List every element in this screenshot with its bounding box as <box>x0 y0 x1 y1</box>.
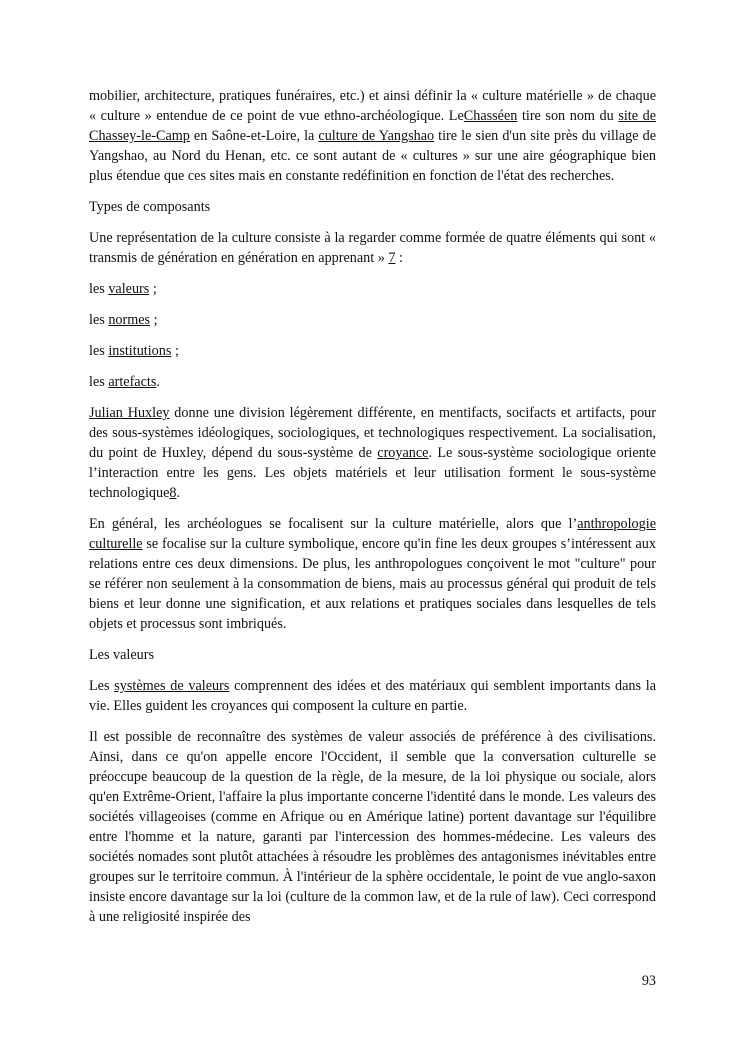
paragraph-culture-materielle: mobilier, architecture, pratiques funéraires, etc.) et ainsi définir la « culture matérielle » de chaque « culture » entendue de ce point de vue ethno-archéologique. LeChasséen tire son nom du site de Chassey-le-Camp en Saône-et-Loire, la culture de Yangshao tire le sien d'un site près du village de Yangshao, au Nord du Henan, etc. ce sont autant de « cultures » sur une aire géographique bien plus étendue que ces sites mais en constante redéfinition en fonction de l'état des recherches. <box>89 88 657 184</box>
list-item-normes: les normes ; <box>89 312 158 328</box>
document-body <box>89 86 656 938</box>
link-institutions[interactable]: institutions <box>108 343 172 359</box>
paragraph-representation: Une représentation de la culture consiste à la regarder comme formée de quatre éléments qui sont « transmis de génération en génération en apprenant » 7 : <box>89 230 656 266</box>
list-item-institutions: les institutions ; <box>89 343 179 359</box>
link-normes[interactable]: normes <box>108 312 151 328</box>
paragraph-huxley: Julian Huxley donne une division légèrement différente, en mentifacts, socifacts et artifacts, pour des sous-systèmes idéologiques, sociologiques, et technologiques respectivement. La socialisation, du point de Huxley, dépend du sous-système de croyance. Le sous-système sociologique oriente l’interaction entre les gens. Les objets matériels et leur utilisation forment le sous-système technologique8. <box>89 405 657 501</box>
heading-types-de-composants: Types de composants <box>89 199 211 215</box>
page-number: 93 <box>641 973 656 989</box>
link-valeurs[interactable]: valeurs <box>108 281 150 297</box>
list-item-valeurs: les valeurs ; <box>89 281 157 297</box>
heading-les-valeurs: Les valeurs <box>89 647 155 663</box>
paragraph-archeologues: En général, les archéologues se focalisent sur la culture matérielle, alors que l’anthropologie culturelle se focalise sur la culture symbolique, encore qu'in fine les deux groupes s’intéressent aux relations entre ces deux dimensions. De plus, les anthropologues conçoivent le mot "culture" pour se référer non seulement à la consommation de biens, mais au processus général qui produit de tels biens et leur donne une signification, et aux relations et pratiques sociales dans lesquelles de tels objets et processus sont imbriqués. <box>89 516 656 632</box>
link-croyance[interactable]: croyance <box>377 445 429 461</box>
footnote-link-8[interactable]: 8 <box>169 485 177 501</box>
link-site-chassey[interactable]: site de Chassey-le-Camp <box>89 108 656 144</box>
paragraph-civilisations: Il est possible de reconnaître des systèmes de valeur associés de préférence à des civilisations. Ainsi, dans ce qu'on appelle encore l'Occident, il semble que la conversation culturelle se préoccupe beaucoup de la question de la règle, de la mesure, de la loi physique ou sociale, alors qu'en Extrême-Orient, l'affaire la plus importante concerne l'identité dans le monde. Les valeurs des sociétés villageoises (comme en Afrique ou en Amérique latine) portent davantage sur l'équilibre entre l'homme et la nature, garanti par l'intercession des hommes-médecine. Les valeurs des sociétés nomades sont plutôt attachées à résoudre les problèmes des antagonismes inévitables entre groupes sur le territoire commun. À l'intérieur de la sphère occidentale, le point de vue anglo-saxon insiste encore davantage sur la loi (culture de la common law, et de la rule of law). Ceci correspond à une religiosité inspirée des <box>89 729 656 925</box>
link-chasseen[interactable]: Chasséen <box>463 108 518 124</box>
link-artefacts[interactable]: artefacts <box>108 374 157 390</box>
footnote-link-7[interactable]: 7 <box>388 250 396 266</box>
link-anthropologie-culturelle[interactable]: anthropologie culturelle <box>89 516 656 552</box>
list-item-artefacts: les artefacts. <box>89 374 160 390</box>
link-systemes-de-valeurs[interactable]: systèmes de valeurs <box>114 678 230 694</box>
link-culture-yangshao[interactable]: culture de Yangshao <box>318 128 435 144</box>
paragraph-systemes-valeurs: Les systèmes de valeurs comprennent des idées et des matériaux qui semblent importants dans la vie. Elles guident les croyances qui composent la culture en partie. <box>89 678 656 714</box>
link-julian-huxley[interactable]: Julian Huxley <box>89 405 170 421</box>
